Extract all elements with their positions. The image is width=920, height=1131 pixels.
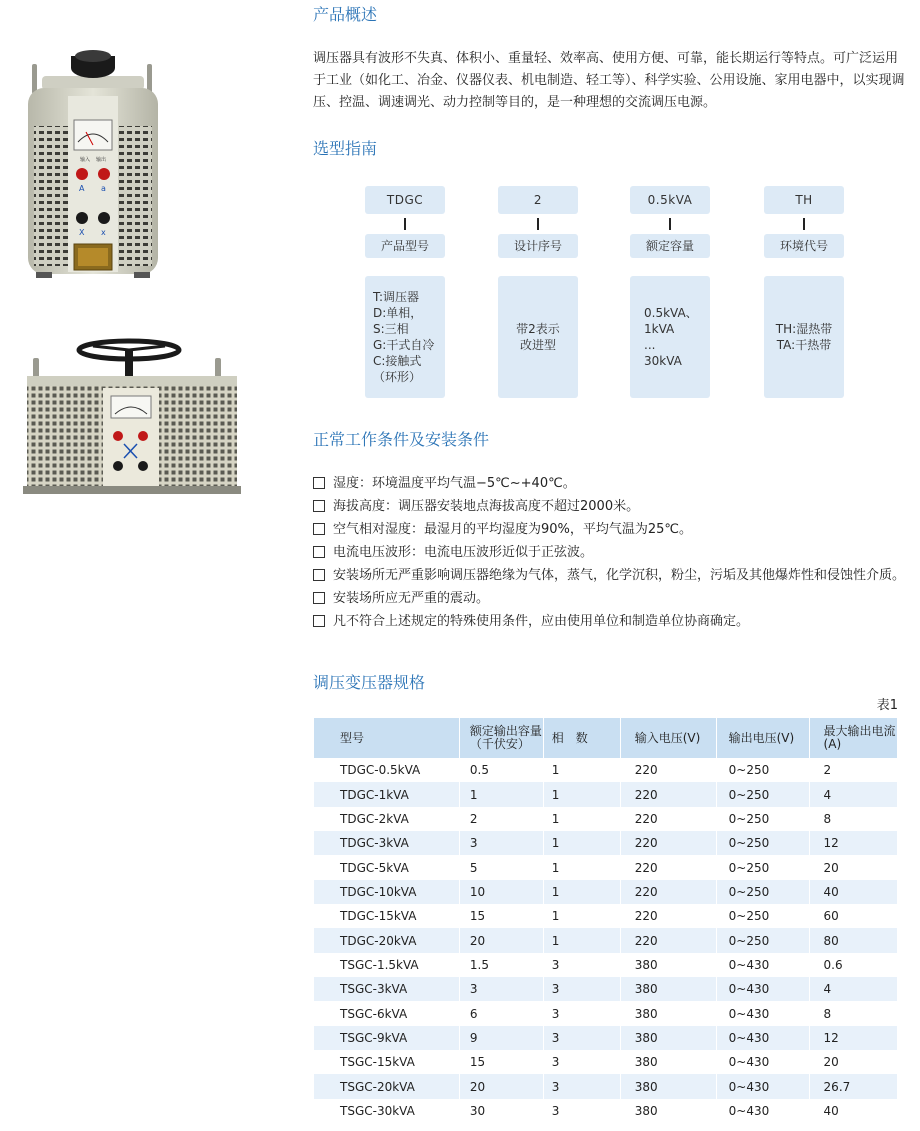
- cell-output-voltage: 0~430: [716, 1050, 809, 1074]
- guide-label-model: 产品型号: [365, 234, 445, 258]
- col-header-max-current: 最大输出电流(A): [809, 718, 897, 758]
- guide-desc-line: 30kVA: [644, 354, 682, 368]
- cell-input-voltage: 220: [620, 807, 716, 831]
- guide-connector: [404, 218, 406, 230]
- cell-max-current: 26.7: [809, 1074, 897, 1098]
- cell-input-voltage: 380: [620, 1050, 716, 1074]
- guide-code-environment: TH: [764, 186, 844, 214]
- meter-channel-label-out: 输出: [96, 157, 107, 163]
- cell-input-voltage: 220: [620, 782, 716, 806]
- cell-input-voltage: 220: [620, 758, 716, 782]
- cell-input-voltage: 220: [620, 904, 716, 928]
- table-row: [314, 855, 898, 879]
- cell-output-voltage: 0~430: [716, 1099, 809, 1123]
- checkbox-square-icon: [313, 569, 325, 581]
- cell-phases: 3: [543, 1050, 620, 1074]
- meter-channel-label-in: 输入: [80, 157, 91, 163]
- guide-desc-model: [365, 276, 445, 398]
- cell-capacity: 20: [459, 1074, 543, 1098]
- guide-connector: [803, 218, 805, 230]
- guide-desc-line: 0.5kVA、: [644, 306, 698, 320]
- cell-phases: 3: [543, 1026, 620, 1050]
- conditions-list: [313, 473, 905, 634]
- condition-text: 安装场所应无严重的震动。: [333, 591, 490, 606]
- condition-text: 电流电压波形：电流电压波形近似于正弦波。: [333, 545, 594, 560]
- table-row: [314, 1001, 898, 1025]
- cell-output-voltage: 0~250: [716, 758, 809, 782]
- guide-desc-line: D:单相，: [373, 306, 423, 320]
- cell-max-current: 60: [809, 904, 897, 928]
- cell-input-voltage: 220: [620, 831, 716, 855]
- list-item: [313, 519, 905, 540]
- condition-text: 海拔高度：调压器安装地点海拔高度不超过2000米。: [333, 499, 640, 514]
- checkbox-square-icon: [313, 477, 325, 489]
- list-item: [313, 473, 905, 494]
- cell-max-current: 8: [809, 1001, 897, 1025]
- guide-title: 选型指南: [313, 139, 378, 158]
- cell-max-current: 20: [809, 1050, 897, 1074]
- cell-max-current: 4: [809, 782, 897, 806]
- cell-model: TSGC-3kVA: [314, 977, 460, 1001]
- cell-output-voltage: 0~430: [716, 1001, 809, 1025]
- cell-model: TSGC-20kVA: [314, 1074, 460, 1098]
- condition-text: 凡不符合上述规定的特殊使用条件，应由使用单位和制造单位协商确定。: [333, 614, 750, 629]
- cell-max-current: 12: [809, 831, 897, 855]
- cell-output-voltage: 0~430: [716, 1074, 809, 1098]
- terminal-label-a: a: [101, 184, 106, 193]
- col-header-phases: 相 数: [543, 718, 620, 758]
- table-row: [314, 831, 898, 855]
- guide-desc-line: （环形）: [373, 370, 422, 384]
- cell-output-voltage: 0~250: [716, 831, 809, 855]
- table-row: [314, 1074, 898, 1098]
- table-row: [314, 928, 898, 952]
- product-photo-single-phase: [22, 46, 164, 286]
- table-number: 表1: [876, 698, 898, 713]
- guide-code-design: 2: [498, 186, 578, 214]
- guide-desc-line: ...: [644, 338, 656, 352]
- cell-max-current: 8: [809, 807, 897, 831]
- condition-text: 空气相对湿度：最湿月的平均湿度为90%，平均气温为25℃。: [333, 522, 693, 537]
- cell-max-current: 40: [809, 880, 897, 904]
- cell-input-voltage: 380: [620, 1026, 716, 1050]
- cell-phases: 1: [543, 904, 620, 928]
- list-item: [313, 611, 905, 632]
- cell-model: TDGC-1kVA: [314, 782, 460, 806]
- cell-phases: 3: [543, 1099, 620, 1123]
- guide-desc-line: 改进型: [519, 338, 556, 352]
- spec-table: [313, 718, 897, 1123]
- checkbox-square-icon: [313, 592, 325, 604]
- condition-text: 湿度：环境温度平均气温−5℃~+40℃。: [333, 476, 576, 491]
- cell-output-voltage: 0~430: [716, 953, 809, 977]
- cell-phases: 3: [543, 1001, 620, 1025]
- list-item: [313, 496, 905, 517]
- cell-phases: 1: [543, 831, 620, 855]
- cell-output-voltage: 0~250: [716, 782, 809, 806]
- guide-desc-design: [498, 276, 578, 398]
- cell-output-voltage: 0~430: [716, 977, 809, 1001]
- cell-output-voltage: 0~250: [716, 928, 809, 952]
- table-row: [314, 904, 898, 928]
- cell-capacity: 0.5: [459, 758, 543, 782]
- cell-capacity: 3: [459, 831, 543, 855]
- cell-capacity: 30: [459, 1099, 543, 1123]
- guide-connector: [537, 218, 539, 230]
- col-header-input-voltage: 输入电压(V): [620, 718, 716, 758]
- conditions-title: 正常工作条件及安装条件: [313, 430, 490, 449]
- cell-phases: 3: [543, 1074, 620, 1098]
- table-row: [314, 1099, 898, 1123]
- overview-paragraph: 调压器具有波形不失真、体积小、重量轻、效率高、使用方便、可靠，能长期运行等特点。可广泛运用于工业（如化工、冶金、仪器仪表、机电制造、轻工等）、科学实验、公用设施、家用电器中，以实现调压、控温、调速调光、动力控制等目的，是一种理想的交流调压电源。: [313, 51, 905, 110]
- cell-model: TDGC-2kVA: [314, 807, 460, 831]
- guide-code-capacity: 0.5kVA: [630, 186, 710, 214]
- table-row: [314, 807, 898, 831]
- list-item: [313, 588, 905, 609]
- cell-capacity: 5: [459, 855, 543, 879]
- cell-capacity: 1: [459, 782, 543, 806]
- cell-capacity: 3: [459, 977, 543, 1001]
- cell-capacity: 1.5: [459, 953, 543, 977]
- cell-capacity: 10: [459, 880, 543, 904]
- cell-input-voltage: 380: [620, 977, 716, 1001]
- table-row: [314, 1026, 898, 1050]
- cell-input-voltage: 380: [620, 1099, 716, 1123]
- guide-desc-line: 1kVA: [644, 322, 675, 336]
- cell-max-current: 80: [809, 928, 897, 952]
- guide-label-design: 设计序号: [498, 234, 578, 258]
- guide-connector: [669, 218, 671, 230]
- guide-desc-line: TA:干热带: [776, 338, 832, 352]
- cell-phases: 1: [543, 758, 620, 782]
- guide-code-model: TDGC: [365, 186, 445, 214]
- list-item: [313, 565, 905, 586]
- cell-input-voltage: 380: [620, 1001, 716, 1025]
- checkbox-square-icon: [313, 546, 325, 558]
- cell-model: TDGC-20kVA: [314, 928, 460, 952]
- guide-desc-environment: [764, 276, 844, 398]
- list-item: [313, 542, 905, 563]
- cell-max-current: 40: [809, 1099, 897, 1123]
- col-header-output-voltage: 输出电压(V): [716, 718, 809, 758]
- table-row: [314, 977, 898, 1001]
- cell-max-current: 20: [809, 855, 897, 879]
- table-header-row: [314, 718, 898, 758]
- cell-input-voltage: 380: [620, 1074, 716, 1098]
- cell-phases: 1: [543, 855, 620, 879]
- cell-model: TDGC-0.5kVA: [314, 758, 460, 782]
- guide-desc-line: G:干式自冷: [373, 338, 435, 352]
- cell-output-voltage: 0~250: [716, 807, 809, 831]
- cell-phases: 3: [543, 953, 620, 977]
- checkbox-square-icon: [313, 615, 325, 627]
- cell-capacity: 9: [459, 1026, 543, 1050]
- cell-max-current: 12: [809, 1026, 897, 1050]
- cell-capacity: 6: [459, 1001, 543, 1025]
- terminal-label-X: X: [79, 228, 85, 237]
- cell-phases: 1: [543, 880, 620, 904]
- cell-model: TSGC-9kVA: [314, 1026, 460, 1050]
- cell-input-voltage: 220: [620, 880, 716, 904]
- table-row: [314, 782, 898, 806]
- guide-desc-line: TH:湿热带: [775, 322, 833, 336]
- guide-desc-line: T:调压器: [373, 290, 420, 304]
- checkbox-square-icon: [313, 500, 325, 512]
- guide-desc-line: C:接触式: [373, 354, 422, 368]
- col-header-capacity: 额定输出容量（千伏安）: [459, 718, 543, 758]
- cell-model: TDGC-5kVA: [314, 855, 460, 879]
- cell-model: TSGC-6kVA: [314, 1001, 460, 1025]
- cell-model: TSGC-30kVA: [314, 1099, 460, 1123]
- cell-capacity: 2: [459, 807, 543, 831]
- cell-capacity: 20: [459, 928, 543, 952]
- cell-input-voltage: 380: [620, 953, 716, 977]
- guide-label-environment: 环境代号: [764, 234, 844, 258]
- cell-output-voltage: 0~430: [716, 1026, 809, 1050]
- overview-title: 产品概述: [313, 5, 378, 24]
- cell-model: TSGC-1.5kVA: [314, 953, 460, 977]
- guide-desc-capacity: [630, 276, 710, 398]
- cell-model: TDGC-10kVA: [314, 880, 460, 904]
- cell-max-current: 4: [809, 977, 897, 1001]
- table-row: [314, 758, 898, 782]
- cell-output-voltage: 0~250: [716, 855, 809, 879]
- cell-capacity: 15: [459, 904, 543, 928]
- table-body: [314, 758, 898, 1123]
- guide-label-capacity: 额定容量: [630, 234, 710, 258]
- checkbox-square-icon: [313, 523, 325, 535]
- terminal-label-x: x: [101, 228, 106, 237]
- cell-max-current: 0.6: [809, 953, 897, 977]
- cell-model: TDGC-15kVA: [314, 904, 460, 928]
- cell-output-voltage: 0~250: [716, 880, 809, 904]
- condition-text: 安装场所无严重影响调压器绝缘为气体，蒸气，化学沉积，粉尘，污垢及其他爆炸性和侵蚀性介质。: [333, 568, 906, 583]
- spec-title: 调压变压器规格: [313, 673, 426, 692]
- cell-model: TSGC-15kVA: [314, 1050, 460, 1074]
- table-row: [314, 1050, 898, 1074]
- cell-phases: 3: [543, 977, 620, 1001]
- cell-phases: 1: [543, 782, 620, 806]
- cell-input-voltage: 220: [620, 855, 716, 879]
- guide-desc-line: S:三相: [373, 322, 409, 336]
- cell-max-current: 2: [809, 758, 897, 782]
- col-header-model: 型号: [314, 718, 460, 758]
- guide-desc-line: 带2表示: [516, 322, 560, 336]
- cell-input-voltage: 220: [620, 928, 716, 952]
- table-row: [314, 880, 898, 904]
- cell-phases: 1: [543, 807, 620, 831]
- product-photo-three-phase: [23, 336, 241, 498]
- cell-capacity: 15: [459, 1050, 543, 1074]
- cell-model: TDGC-3kVA: [314, 831, 460, 855]
- terminal-label-A: A: [79, 184, 85, 193]
- cell-phases: 1: [543, 928, 620, 952]
- cell-output-voltage: 0~250: [716, 904, 809, 928]
- table-row: [314, 953, 898, 977]
